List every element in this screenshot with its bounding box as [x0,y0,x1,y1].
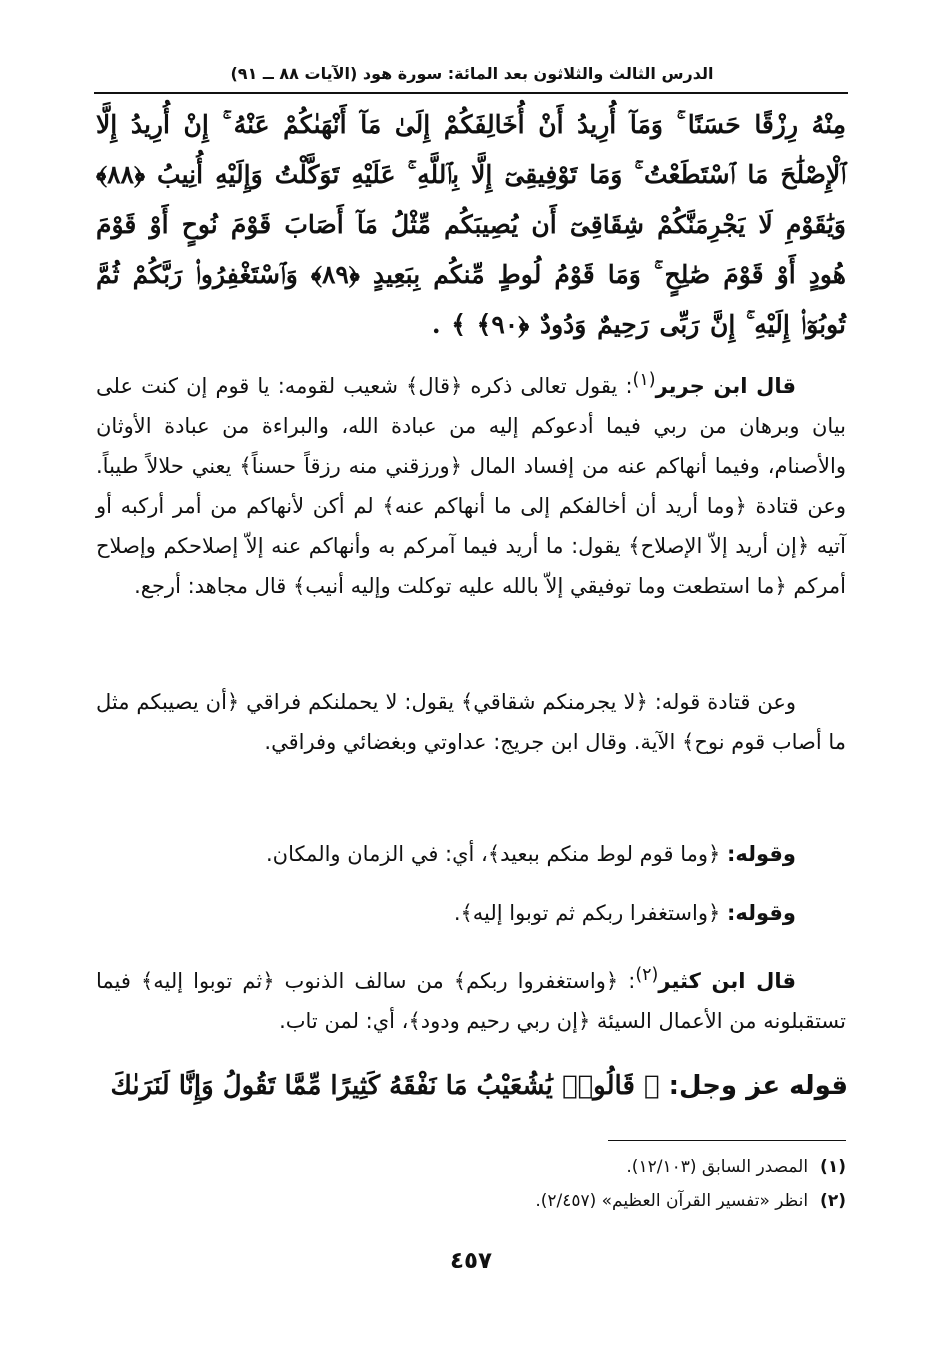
running-head: الدرس الثالث والثلاثون بعد المائة: سورة هود (الآيات ٨٨ ــ ٩١) [230,64,714,83]
page-number: ٤٥٧ [449,1248,493,1274]
header-rule [94,92,848,94]
paragraph-text: ﴿وما قوم لوط منكم ببعيد﴾، أي: في الزمان والمكان. [265,842,727,866]
paragraph-text: وعن قتادة قوله: ﴿لا يجرمنكم شقاقي﴾ يقول: لا يحملنكم فراقي ﴿أن يصيبكم مثل ما أصاب قوم نوح﴾ الآية. وقال ابن جريج: عداوتي وبغضائي وفراقي. [96,690,846,754]
paragraph-lead: وقوله: [727,842,796,866]
paragraph-text: ﴿واستغفرا ربكم ثم توبوا إليه﴾. [453,901,727,925]
paragraph-ibn-jarir [96,360,846,606]
paragraph-qawluhu-2 [96,893,846,933]
paragraph-lead: قال ابن كثير [658,969,796,993]
closing-verse: ﴿ قَالُوا۟ يَٰشُعَيْبُ مَا نَفْقَهُ كَثِيرًا مِّمَّا تَقُولُ وَإِنَّا لَنَرَىٰكَ [110,1071,660,1101]
paragraph-ibn-kathir [96,955,846,1041]
closing-verse-line [96,1064,848,1108]
paragraph-lead: وقوله: [727,901,796,925]
footnote-number: (٢) [820,1191,846,1211]
footnotes [96,1150,846,1218]
paragraph-qawluhu-1 [96,834,846,874]
paragraph-lead: قال ابن جرير [655,374,797,398]
paragraph-text: : ﴿واستغفروا ربكم﴾ من سالف الذنوب ﴿ثم توبوا إليه﴾ فيما تستقبلونه من الأعمال السيئة ﴿إن ربي رحيم ودود﴾، أي: لمن تاب. [96,969,846,1033]
footnote-text: المصدر السابق (١٢/١٠٣). [626,1157,809,1177]
quran-verse-block: مِنْهُ رِزْقًا حَسَنًا ۚ وَمَآ أُرِيدُ أَنْ أُخَالِفَكُمْ إِلَىٰ مَآ أَنْهَىٰكُمْ عَنْهُ ۚ إِنْ أُرِيدُ إِلَّا ٱلْإِصْلَٰحَ مَا ٱسْتَطَعْتُ ۚ وَمَا تَوْفِيقِىٓ إِلَّا بِٱللَّهِ ۚ عَلَيْهِ تَوَكَّلْتُ وَإِلَيْهِ أُنِيبُ ﴿٨٨﴾ وَيَٰقَوْمِ لَا يَجْرِمَنَّكُمْ شِقَاقِىٓ أَن يُصِيبَكُم مِّثْلُ مَآ أَصَابَ قَوْمَ نُوحٍ أَوْ قَوْمَ هُودٍ أَوْ قَوْمَ صَٰلِحٍ ۚ وَمَا قَوْمُ لُوطٍ مِّنكُم بِبَعِيدٍ ﴿٨٩﴾ وَٱسْتَغْفِرُوا۟ رَبَّكُمْ ثُمَّ تُوبُوٓا۟ إِلَيْهِ ۚ إِنَّ رَبِّى رَحِيمٌ وَدُودٌ ﴿٩٠﴾ ﴾ . [96,110,846,339]
paragraph-qatada [96,682,846,762]
footnote-text: انظر «تفسير القرآن العظيم» (٢/٤٥٧). [535,1191,809,1211]
footnote-rule [608,1140,846,1141]
footnote-ref: (١) [632,370,656,390]
footnote-number: (١) [820,1157,846,1177]
paragraph-text: : يقول تعالى ذكره ﴿قال﴾ شعيب لقومه: يا قوم إن كنت على بيان وبرهان من ربي فيما أدعوكم إليه من عبادة الله، والبراءة من عبادة الأوثان والأصنام، وفيما أنهاكم عنه من إفساد المال ﴿ورزقني منه رزقاً حسناً﴾ يعني حلالاً طيباً. وعن قتادة ﴿وما أريد أن أخالفكم إلى ما أنهاكم عنه﴾ لم أكن لأنهاكم من أمر أركبه أو آتيه ﴿إن أريد إلاّ الإصلاح﴾ يقول: ما أريد فيما آمركم به وأنهاكم عنه إلاّ إصلاحكم وإصلاح أمركم ﴿ما استطعت وما توفيقي إلاّ بالله عليه توكلت وإليه أنيب﴾ قال مجاهد: أرجع. [96,374,846,598]
footnote-ref: (٢) [635,965,659,985]
closing-lead: قوله عز وجل: [668,1071,848,1101]
footnote-item [96,1150,846,1184]
footnote-item [96,1184,846,1218]
